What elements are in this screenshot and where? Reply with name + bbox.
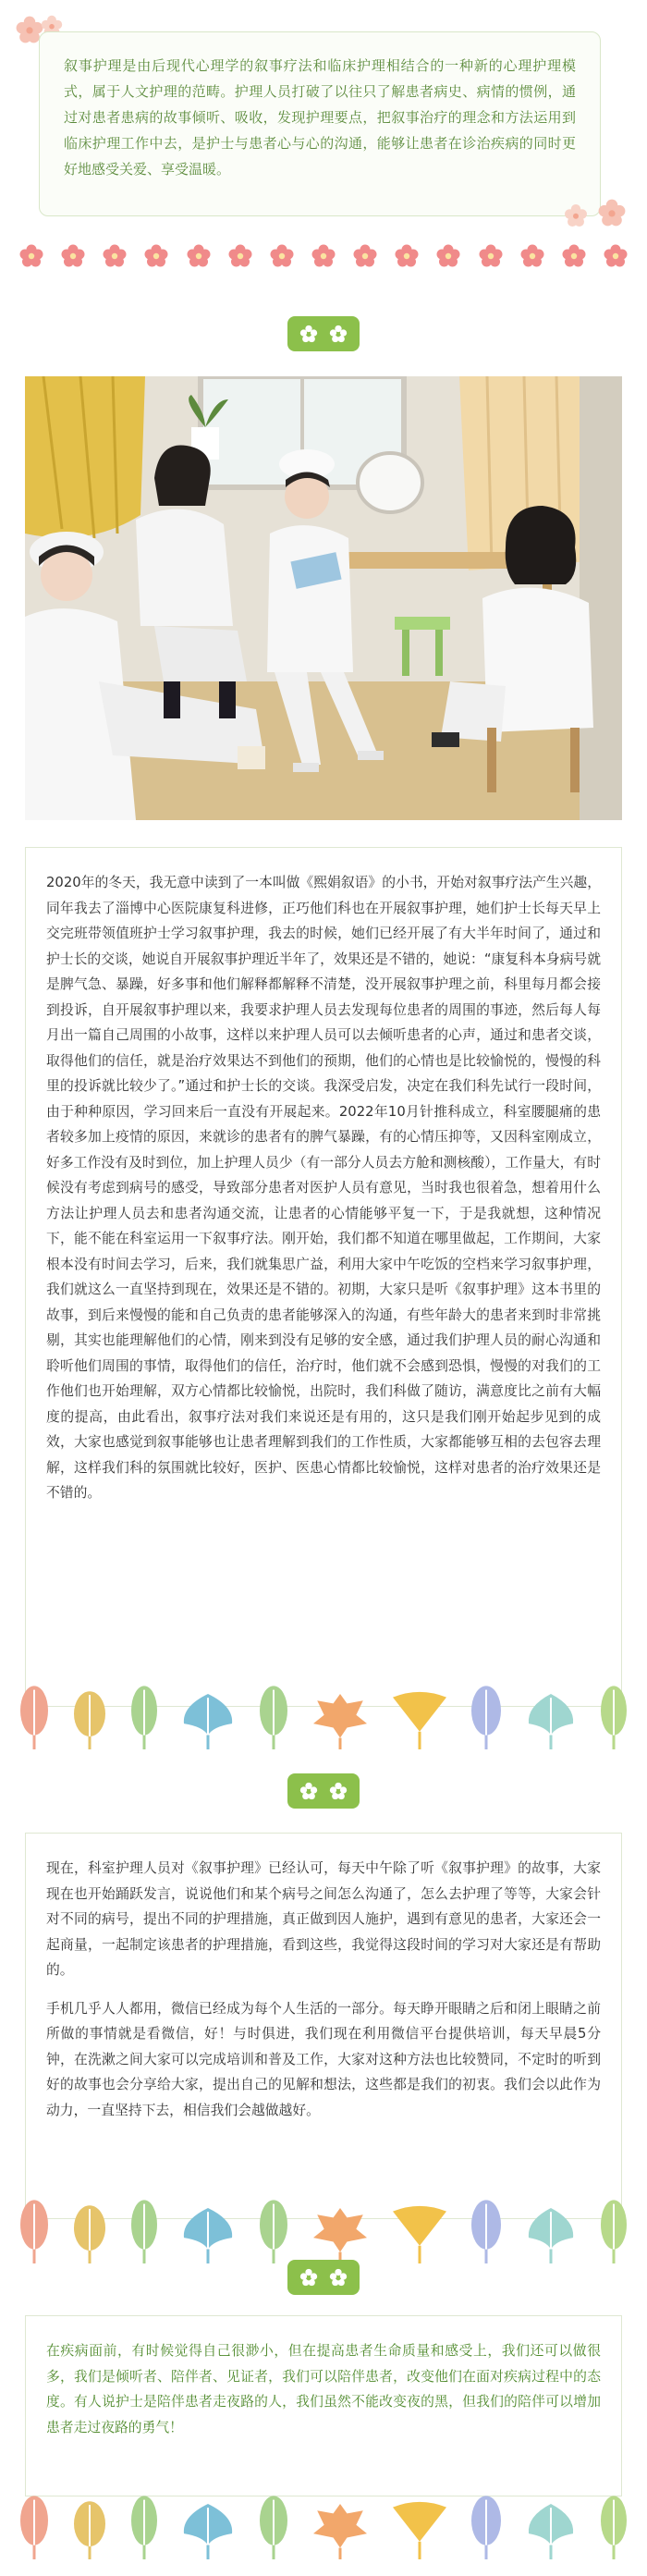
peach-flower-icon [595,196,629,229]
leaf-icon [525,1692,577,1749]
pink-flower-icon [352,243,378,269]
leaf-icon [18,1685,50,1749]
leaf-icon [311,1692,369,1749]
pink-flower-icon [311,243,336,269]
pink-flower-icon [603,243,629,269]
story-text-box [25,847,622,1707]
leaf-icon [129,1685,159,1749]
story-paragraph: 2020年的冬天，我无意中读到了一本叫做《熙娟叙语》的小书，开始对叙事疗法产生兴趣，同年我去了淄博中心医院康复科进修，正巧他们科也在开展叙事护理，她们护士长每天早上交完班带领值班护士学习叙事护理，我去的时候，她们已经开展了有大半年时间了，通过和护士长的交谈，她说自开展叙事护理近半年了，效果还是不错的，她说：“康复科本身病号就是脾气急、暴躁，好多事和他们解释都解释不清楚，没开展叙事护理之前，科里每月都会接到投诉，自开展叙事护理以来，我要求护理人员去发现每位患者的周围的事迹，然后每人每月出一篇自己周围的小故事，这样以来护理人员可以去倾听患者的心声，通过和患者交谈，取得他们的信任，就是治疗效果达不到他们的预期，他们的心情也是比较愉悦的，慢慢的科里的投诉就比较少了。”通过和护士长的交谈。我深受启发，决定在我们科先试行一段时间，由于种种原因，学习回来后一直没有开展起来。2022年10月针推科成立，科室腰腿痛的患者较多加上疫情的原因，来就诊的患者有的脾气暴躁，有的心情压抑等，又因科室刚成立，好多工作没有及时到位，加上护理人员少（有一部分人员去方舱和测核酸），工作量大，有时候没有考虑到病号的感受，导致部分患者对医护人员有意见，当时我也很着急，想着用什么方法让护理人员去和患者沟通交流，让患者的心情能够平复一下，于是我就想，这种情况下，能不能在科室运用一下叙事疗法。刚开始，我们都不知道在哪里做起，工作期间，大家根本没有时间去学习，后来，我们就集思广益，利用大家中午吃饭的空档来学习叙事护理，我们就这么一直坚持到现在，效果还是不错的。初期，大家只是听《叙事护理》这本书里的故事，到后来慢慢的能和自己负责的患者能够深入的沟通，有些年龄大的患者来到时非常挑剔，其实也能理解他们的心情，刚来到没有足够的安全感，通过我们护理人员的耐心沟通和聆听他们周围的事情，取得他们的信任，治疗时，他们就不会感到恐惧，慢慢的对我们的工作他们也开始理解，双方心情都比较愉悦，出院时，我们科做了随访，满意度比之前有大幅度的提高，由此看出，叙事疗法对我们来说还是有用的，这只是我们刚开始起步见到的成效，大家也感觉到叙事能够也让患者理解到我们的工作性质，大家都能够互相的去包容去理解，这样我们科的氛围就比较好，医护、医患心情都比较愉悦，这样对患者的治疗效果还是不错的。 [46,875,601,1501]
leaf-icon [258,2199,289,2263]
closing-paragraph: 在疾病面前，有时候觉得自己很渺小，但在提高患者生命质量和感受上，我们还可以做很多，我们是倾听者、陪伴者、见证者，我们可以陪伴患者，改变他们在面对疾病过程中的态度。有人说护士是陪伴患者走夜路的人，我们虽然不能改变夜的黑，但我们的陪伴可以增加患者走过夜路的勇气！ [46,2343,601,2435]
leaf-icon [72,1690,107,1749]
leaf-icon [391,2500,448,2559]
white-flower-icon [328,1781,348,1801]
pink-flower-icon [60,243,86,269]
leaf-icon [72,2500,107,2559]
section-badge [287,316,360,351]
leaf-icon [258,1685,289,1749]
pink-flower-icon [227,243,253,269]
pink-flower-icon [269,243,295,269]
section-badge [287,1773,360,1809]
leaf-icon [72,2204,107,2263]
leaf-icon [311,2206,369,2263]
white-flower-icon [299,2267,319,2288]
practice-text-box [25,1833,622,2219]
leaf-icon [129,2199,159,2263]
pink-flower-icon [519,243,545,269]
leaf-divider [18,2190,629,2263]
leaf-divider [18,1675,629,1749]
leaf-icon [180,1692,236,1749]
leaf-icon [599,2199,629,2263]
leaf-icon [525,2502,577,2559]
leaf-icon [470,2495,503,2559]
nurses-photo [25,376,622,820]
leaf-icon [599,1685,629,1749]
section-badge [287,2260,360,2295]
pink-flower-icon [561,243,587,269]
pink-flower-icon [478,243,504,269]
leaf-icon [311,2502,369,2559]
leaf-icon [525,2206,577,2263]
leaf-icon [18,2199,50,2263]
white-flower-icon [328,2267,348,2288]
leaf-icon [18,2495,50,2559]
leaf-divider [18,2485,629,2559]
leaf-icon [258,2495,289,2559]
leaf-icon [470,1685,503,1749]
white-flower-icon [299,1781,319,1801]
leaf-icon [129,2495,159,2559]
leaf-icon [391,1690,448,1749]
pink-flower-icon [102,243,128,269]
practice-paragraph-1: 现在，科室护理人员对《叙事护理》已经认可，每天中午除了听《叙事护理》的故事，大家现在也开始踊跃发言，说说他们和某个病号之间怎么沟通了，怎么去护理了等等，大家会针对不同的病号，提出不同的护理措施，真正做到因人施护，遇到有意见的患者，大家还会一起商量，一起制定该患者的护理措施，看到这些，我觉得这段时间的学习对大家还是有帮助的。 [46,1860,601,1978]
pink-flower-icon [143,243,169,269]
peach-flower-icon [562,202,590,229]
pink-flower-icon [435,243,461,269]
closing-text-box [25,2315,622,2496]
white-flower-icon [328,324,348,344]
flower-divider [18,242,629,270]
intro-text: 叙事护理是由后现代心理学的叙事疗法和临床护理相结合的一种新的心理护理模式，属于人文护理的范畴。护理人员打破了以往只了解患者病史、病情的惯例，通过对患者患病的故事倾听、吸收，发现护理要点，把叙事治疗的理念和方法运用到临床护理工作中去，是护士与患者心与心的沟通，能够让患者在诊治疾病的同时更好地感受关爱、享受温暖。 [39,31,601,216]
intro-section [13,13,634,235]
leaf-icon [391,2204,448,2263]
pink-flower-icon [394,243,420,269]
leaf-icon [180,2502,236,2559]
pink-flower-icon [18,243,44,269]
pink-flower-icon [186,243,212,269]
leaf-icon [599,2495,629,2559]
leaf-icon [180,2206,236,2263]
leaf-icon [470,2199,503,2263]
practice-paragraph-2: 手机几乎人人都用，微信已经成为每个人生活的一部分。每天睁开眼睛之后和闭上眼睛之前所做的事情就是看微信，好！与时俱进，我们现在利用微信平台提供培训，每天早晨5分钟，在洗漱之间大家可以完成培训和普及工作，大家对这种方法也比较赞同，不定时的听到好的故事也会分享给大家，提出自己的见解和想法，这些都是我们的初衷。我们会以此作为动力，一直坚持下去，相信我们会越做越好。 [46,2000,601,2118]
white-flower-icon [299,324,319,344]
